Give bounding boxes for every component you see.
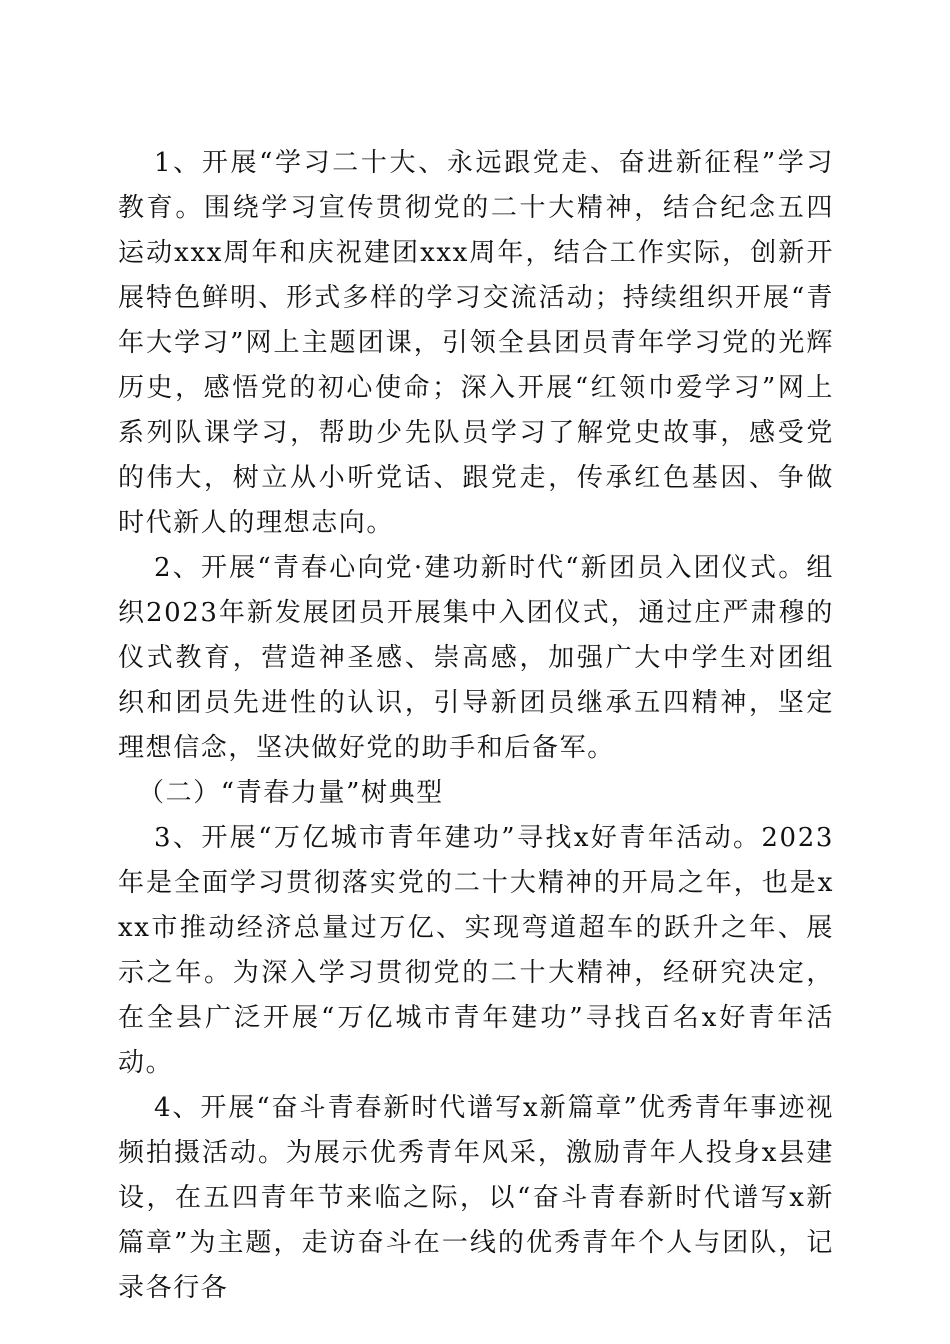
section-heading: （二）“青春力量”树典型	[138, 778, 444, 808]
paragraph-2: 2、开展“青春心向党·建功新时代“新团员入团仪式。组织2023年新发展团员开展集中入团仪式，通过庄严肃穆的仪式教育，营造神圣感、崇高感，加强广大中学生对团组织和团员先进性的认识，引导新团员继承五四精神，坚定理想信念，坚决做好党的助手和后备军。	[118, 553, 834, 763]
paragraph-4: 4、开展“奋斗青春新时代谱写x新篇章”优秀青年事迹视频拍摄活动。为展示优秀青年风采，激励青年人投身x县建设，在五四青年节来临之际，以“奋斗青春新时代谱写x新篇章”为主题，走访奋斗在一线的优秀青年个人与团队，记录各行各	[118, 1093, 834, 1303]
paragraph-1: 1、开展“学习二十大、永远跟党走、奋进新征程”学习教育。围绕学习宣传贯彻党的二十大精神，结合纪念五四运动xxx周年和庆祝建团xxx周年，结合工作实际，创新开展特色鲜明、形式多样的学习交流活动；持续组织开展“青年大学习”网上主题团课，引领全县团员青年学习党的光辉历史，感悟党的初心使命；深入开展“红领巾爱学习”网上系列队课学习，帮助少先队员学习了解党史故事，感受党的伟大，树立从小听党话、跟党走，传承红色基因、争做时代新人的理想志向。	[118, 148, 834, 538]
paragraph-3: 3、开展“万亿城市青年建功”寻找x好青年活动。2023年是全面学习贯彻落实党的二十大精神的开局之年，也是xxx市推动经济总量过万亿、实现弯道超车的跃升之年、展示之年。为深入学习贯彻党的二十大精神，经研究决定，在全县广泛开展“万亿城市青年建功”寻找百名x好青年活动。	[118, 823, 834, 1078]
document-body	[118, 141, 834, 1311]
